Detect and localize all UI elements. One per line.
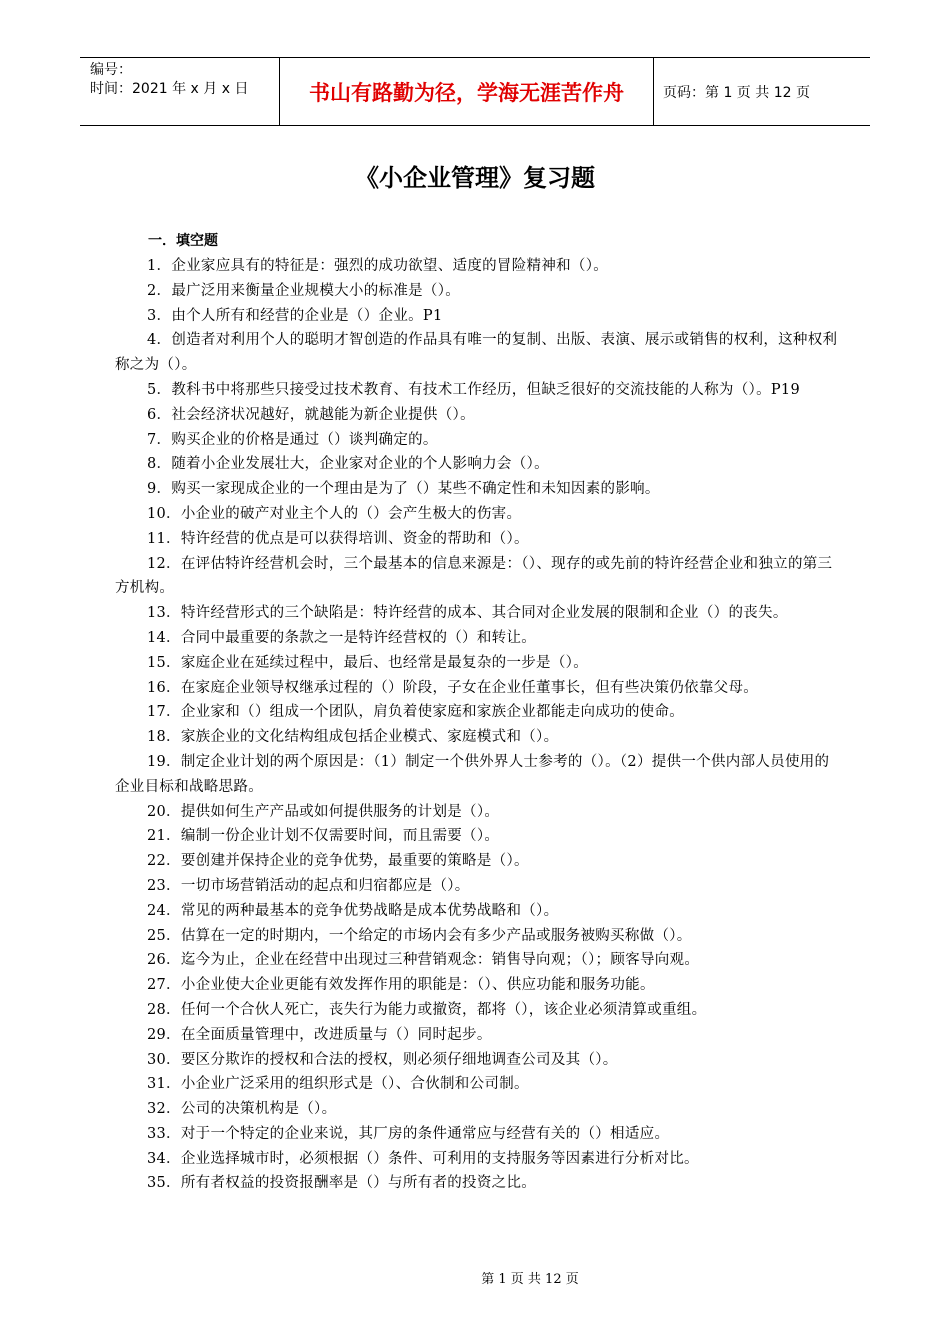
question-item: 18．家族企业的文化结构组成包括企业模式、家庭模式和（）。	[147, 729, 559, 746]
header-motto: 书山有路勤为径，学海无涯苦作舟	[280, 58, 654, 125]
question-list	[115, 254, 840, 1196]
question-item: 24．常见的两种最基本的竞争优势战略是成本优势战略和（）。	[147, 902, 559, 919]
question-item: 21．编制一份企业计划不仅需要时间，而且需要（）。	[147, 828, 500, 845]
question-item: 5．教科书中将那些只接受过技术教育、有技术工作经历，但缺乏很好的交流技能的人称为（）。P19	[147, 381, 800, 398]
page-footer: 第 1 页 共 12 页	[481, 1272, 579, 1287]
question-item: 8．随着小企业发展壮大，企业家对企业的个人影响力会（）。	[147, 456, 549, 473]
question-item: 1．企业家应具有的特征是：强烈的成功欲望、适度的冒险精神和（）。	[147, 258, 609, 274]
question-item: 17．企业家和（）组成一个团队，肩负着使家庭和家族企业都能走向成功的使命。	[147, 704, 685, 721]
section-heading: 一．填空题	[148, 233, 218, 249]
question-item: 31．小企业广泛采用的组织形式是（）、合伙制和公司制。	[147, 1076, 529, 1093]
question-item: 22．要创建并保持企业的竞争优势，最重要的策略是（）。	[147, 853, 529, 870]
header-page-info: 页码：第 1 页 共 12 页	[663, 84, 810, 101]
question-item: 10．小企业的破产对业主个人的（）会产生极大的伤害。	[147, 505, 522, 522]
question-item: 28．任何一个合伙人死亡，丧失行为能力或撤资，都将（），该企业必须清算或重组。	[147, 1001, 707, 1018]
document-title: 《小企业管理》复习题	[355, 164, 595, 192]
question-item: 30．要区分欺诈的授权和合法的授权，则必须仔细地调查公司及其（）。	[147, 1051, 618, 1068]
question-item: 20．提供如何生产产品或如何提供服务的计划是（）。	[147, 803, 500, 820]
question-item: 9．购买一家现成企业的一个理由是为了（）某些不确定性和未知因素的影响。	[147, 481, 660, 498]
question-item: 14．合同中最重要的条款之一是特许经营权的（）和转让。	[147, 629, 537, 646]
question-item: 27．小企业使大企业更能有效发挥作用的职能是：（）、供应功能和服务功能。	[147, 977, 655, 994]
question-item: 33．对于一个特定的企业来说，其厂房的条件通常应与经营有关的（）相适应。	[147, 1125, 670, 1142]
question-item: 15．家庭企业在延续过程中，最后、也经常是最复杂的一步是（）。	[147, 654, 588, 671]
question-item: 3．由个人所有和经营的企业是（）企业。P1	[147, 307, 443, 324]
question-item: 35．所有者权益的投资报酬率是（）与所有者的投资之比。	[147, 1175, 537, 1192]
page-header	[80, 57, 870, 126]
question-item: 7．购买企业的价格是通过（）谈判确定的。	[147, 431, 438, 448]
question-item: 23．一切市场营销活动的起点和归宿都应是（）。	[147, 877, 470, 894]
question-item: 13．特许经营形式的三个缺陷是：特许经营的成本、其合同对企业发展的限制和企业（）的丧失。	[147, 605, 788, 622]
question-item: 34．企业选择城市时，必须根据（）条件、可利用的支持服务等因素进行分析对比。	[147, 1150, 699, 1167]
question-item: 16．在家庭企业领导权继承过程的（）阶段，子女在企业任董事长，但有些决策仍依靠父母。	[147, 679, 759, 696]
question-item: 29．在全面质量管理中，改进质量与（）同时起步。	[147, 1026, 492, 1043]
question-item: 2．最广泛用来衡量企业规模大小的标准是（）。	[147, 282, 461, 299]
question-item: 26．迄今为止，企业在经营中出现过三种营销观念：销售导向观；（）；顾客导向观。	[147, 952, 700, 969]
question-item: 19．制定企业计划的两个原因是：（1）制定一个供外界人士参考的（）。（2）提供一个供内部人员使用的企业目标和战略思路。	[115, 753, 830, 795]
question-item: 25．估算在一定的时期内，一个给定的市场内会有多少产品或服务被购买称做（）。	[147, 927, 692, 944]
header-meta	[80, 58, 280, 125]
question-item: 11．特许经营的优点是可以获得培训、资金的帮助和（）。	[147, 530, 529, 547]
question-item: 12．在评估特许经营机会时，三个最基本的信息来源是：（）、现存的或先前的特许经营企业和独立的第三方机构。	[115, 555, 833, 597]
document-time-label: 时间：2021 年 x 月 x 日	[90, 81, 249, 97]
document-number-label: 编号：	[90, 62, 132, 78]
question-item: 6．社会经济状况越好，就越能为新企业提供（）。	[147, 406, 475, 423]
question-item: 32．公司的决策机构是（）。	[147, 1101, 337, 1118]
question-item: 4．创造者对利用个人的聪明才智创造的作品具有唯一的复制、出版、表演、展示或销售的权利，这种权利称之为（）。	[115, 332, 838, 374]
